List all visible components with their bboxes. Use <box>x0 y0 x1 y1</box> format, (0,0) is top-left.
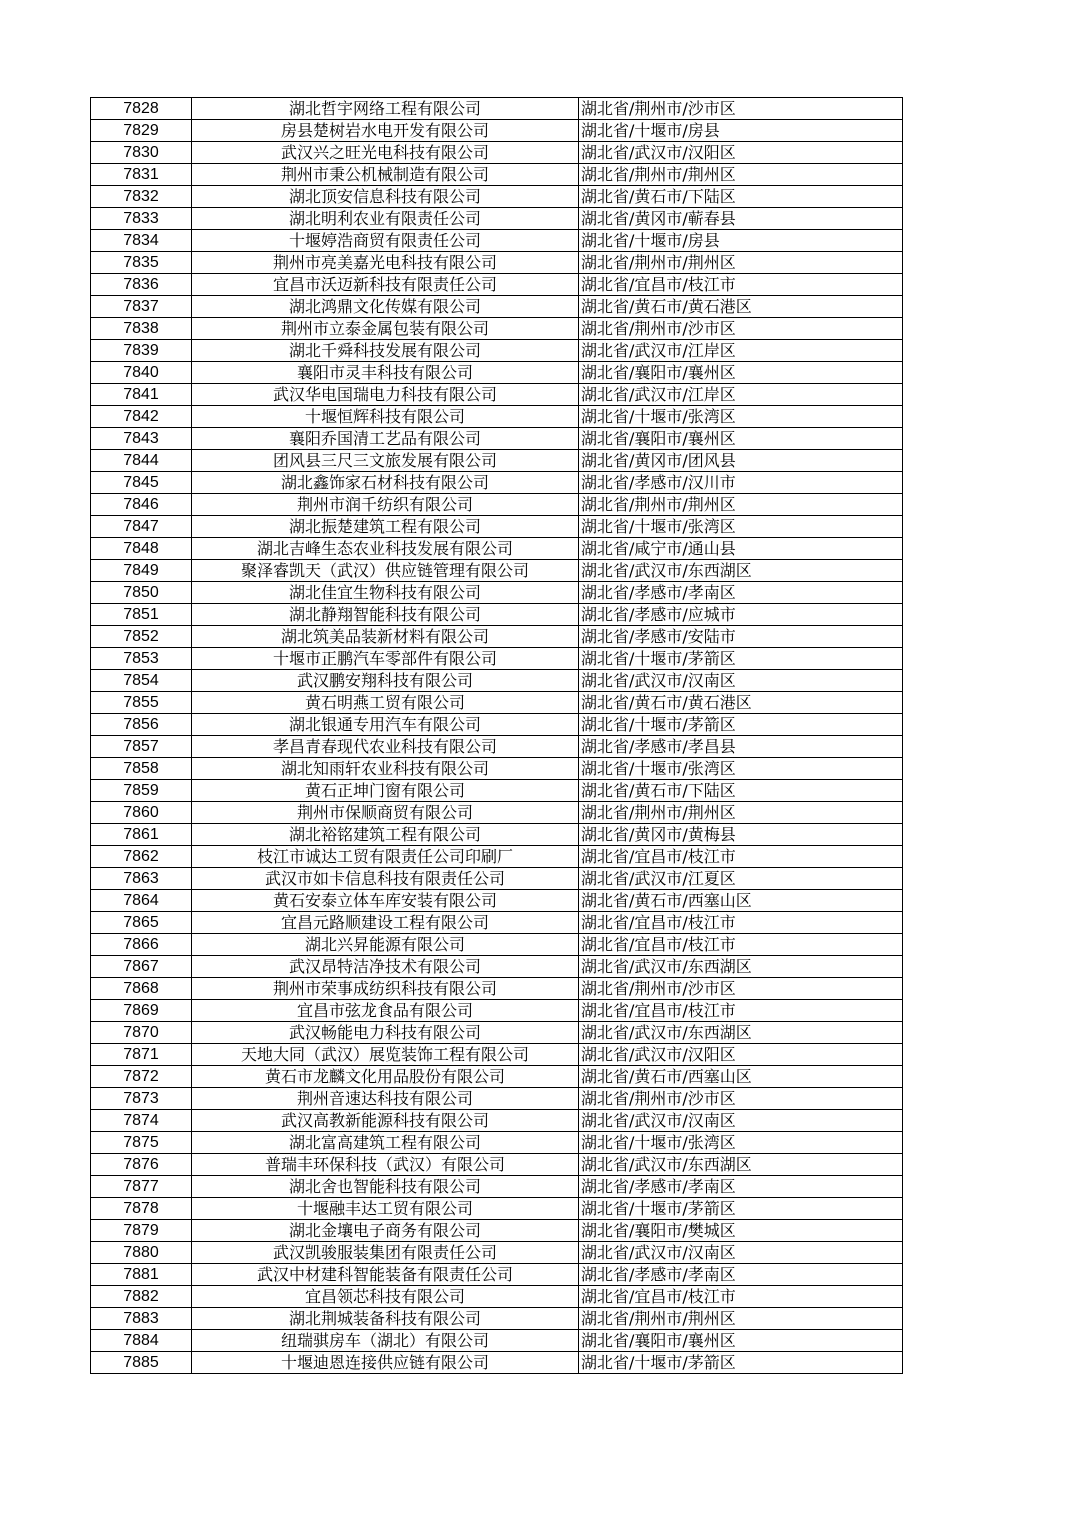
region-cell: 湖北省/荆州市/荆州区 <box>579 494 903 516</box>
table-row <box>91 978 903 1000</box>
company-name-cell: 武汉高教新能源科技有限公司 <box>192 1110 579 1132</box>
table-row <box>91 318 903 340</box>
row-number-cell: 7839 <box>91 340 192 362</box>
row-number-cell: 7835 <box>91 252 192 274</box>
region-cell: 湖北省/武汉市/江岸区 <box>579 340 903 362</box>
row-number-cell: 7860 <box>91 802 192 824</box>
row-number-cell: 7876 <box>91 1154 192 1176</box>
row-number-cell: 7854 <box>91 670 192 692</box>
region-cell: 湖北省/十堰市/茅箭区 <box>579 648 903 670</box>
company-name-cell: 十堰迪恩连接供应链有限公司 <box>192 1352 579 1374</box>
row-number-cell: 7857 <box>91 736 192 758</box>
company-name-cell: 武汉凯骏服装集团有限责任公司 <box>192 1242 579 1264</box>
table-row <box>91 1352 903 1374</box>
table-row <box>91 560 903 582</box>
row-number-cell: 7834 <box>91 230 192 252</box>
table-row <box>91 1264 903 1286</box>
company-name-cell: 武汉中材建科智能装备有限责任公司 <box>192 1264 579 1286</box>
company-name-cell: 襄阳乔国清工艺品有限公司 <box>192 428 579 450</box>
company-name-cell: 湖北千舜科技发展有限公司 <box>192 340 579 362</box>
company-name-cell: 武汉兴之旺光电科技有限公司 <box>192 142 579 164</box>
company-name-cell: 湖北静翔智能科技有限公司 <box>192 604 579 626</box>
region-cell: 湖北省/宜昌市/枝江市 <box>579 1000 903 1022</box>
row-number-cell: 7862 <box>91 846 192 868</box>
company-name-cell: 湖北舍也智能科技有限公司 <box>192 1176 579 1198</box>
table-row <box>91 142 903 164</box>
company-name-cell: 湖北银通专用汽车有限公司 <box>192 714 579 736</box>
company-name-cell: 荆州市秉公机械制造有限公司 <box>192 164 579 186</box>
table-row <box>91 780 903 802</box>
table-row <box>91 340 903 362</box>
company-name-cell: 黄石安泰立体车库安装有限公司 <box>192 890 579 912</box>
table-row <box>91 494 903 516</box>
company-name-cell: 黄石明燕工贸有限公司 <box>192 692 579 714</box>
table-row <box>91 670 903 692</box>
table-row <box>91 98 903 120</box>
company-name-cell: 湖北金壤电子商务有限公司 <box>192 1220 579 1242</box>
region-cell: 湖北省/宜昌市/枝江市 <box>579 274 903 296</box>
table-row <box>91 1066 903 1088</box>
company-name-cell: 普瑞丰环保科技（武汉）有限公司 <box>192 1154 579 1176</box>
company-name-cell: 湖北振楚建筑工程有限公司 <box>192 516 579 538</box>
region-cell: 湖北省/襄阳市/襄州区 <box>579 362 903 384</box>
region-cell: 湖北省/荆州市/沙市区 <box>579 978 903 1000</box>
table-row <box>91 296 903 318</box>
row-number-cell: 7870 <box>91 1022 192 1044</box>
region-cell: 湖北省/武汉市/东西湖区 <box>579 1154 903 1176</box>
row-number-cell: 7841 <box>91 384 192 406</box>
row-number-cell: 7881 <box>91 1264 192 1286</box>
region-cell: 湖北省/荆州市/沙市区 <box>579 1088 903 1110</box>
row-number-cell: 7863 <box>91 868 192 890</box>
table-row <box>91 208 903 230</box>
region-cell: 湖北省/襄阳市/襄州区 <box>579 428 903 450</box>
row-number-cell: 7871 <box>91 1044 192 1066</box>
company-name-cell: 荆州市荣事成纺织科技有限公司 <box>192 978 579 1000</box>
region-cell: 湖北省/十堰市/张湾区 <box>579 1132 903 1154</box>
row-number-cell: 7874 <box>91 1110 192 1132</box>
table-row <box>91 1000 903 1022</box>
region-cell: 湖北省/武汉市/汉阳区 <box>579 1044 903 1066</box>
table-row <box>91 1176 903 1198</box>
row-number-cell: 7883 <box>91 1308 192 1330</box>
company-name-cell: 武汉华电国瑞电力科技有限公司 <box>192 384 579 406</box>
table-row <box>91 1286 903 1308</box>
company-name-cell: 襄阳市灵丰科技有限公司 <box>192 362 579 384</box>
table-row <box>91 516 903 538</box>
table-row <box>91 450 903 472</box>
row-number-cell: 7830 <box>91 142 192 164</box>
table-row <box>91 1044 903 1066</box>
company-name-cell: 天地大同（武汉）展览装饰工程有限公司 <box>192 1044 579 1066</box>
region-cell: 湖北省/十堰市/张湾区 <box>579 758 903 780</box>
row-number-cell: 7847 <box>91 516 192 538</box>
table-row <box>91 824 903 846</box>
region-cell: 湖北省/武汉市/汉南区 <box>579 1110 903 1132</box>
table-row <box>91 956 903 978</box>
region-cell: 湖北省/十堰市/茅箭区 <box>579 714 903 736</box>
region-cell: 湖北省/黄石市/西塞山区 <box>579 890 903 912</box>
company-name-cell: 宜昌元路顺建设工程有限公司 <box>192 912 579 934</box>
table-row <box>91 846 903 868</box>
region-cell: 湖北省/黄石市/西塞山区 <box>579 1066 903 1088</box>
row-number-cell: 7885 <box>91 1352 192 1374</box>
table-row <box>91 186 903 208</box>
region-cell: 湖北省/襄阳市/襄州区 <box>579 1330 903 1352</box>
company-name-cell: 湖北佳宜生物科技有限公司 <box>192 582 579 604</box>
company-name-cell: 武汉昂特洁净技术有限公司 <box>192 956 579 978</box>
table-row <box>91 802 903 824</box>
company-name-cell: 武汉市如卡信息科技有限责任公司 <box>192 868 579 890</box>
company-name-cell: 湖北鑫饰家石材科技有限公司 <box>192 472 579 494</box>
company-name-cell: 湖北裕铭建筑工程有限公司 <box>192 824 579 846</box>
region-cell: 湖北省/荆州市/沙市区 <box>579 98 903 120</box>
company-name-cell: 荆州市润千纺织有限公司 <box>192 494 579 516</box>
company-name-cell: 荆州市亮美嘉光电科技有限公司 <box>192 252 579 274</box>
row-number-cell: 7865 <box>91 912 192 934</box>
table-row <box>91 538 903 560</box>
company-name-cell: 团风县三尺三文旅发展有限公司 <box>192 450 579 472</box>
region-cell: 湖北省/黄石市/下陆区 <box>579 780 903 802</box>
region-cell: 湖北省/十堰市/张湾区 <box>579 406 903 428</box>
table-row <box>91 1308 903 1330</box>
table-row <box>91 736 903 758</box>
company-name-cell: 武汉鹏安翔科技有限公司 <box>192 670 579 692</box>
region-cell: 湖北省/十堰市/茅箭区 <box>579 1352 903 1374</box>
company-table-body <box>91 98 903 1374</box>
table-row <box>91 648 903 670</box>
row-number-cell: 7853 <box>91 648 192 670</box>
row-number-cell: 7838 <box>91 318 192 340</box>
table-row <box>91 406 903 428</box>
table-row <box>91 362 903 384</box>
row-number-cell: 7879 <box>91 1220 192 1242</box>
region-cell: 湖北省/十堰市/房县 <box>579 230 903 252</box>
company-name-cell: 荆州市立泰金属包装有限公司 <box>192 318 579 340</box>
row-number-cell: 7859 <box>91 780 192 802</box>
row-number-cell: 7875 <box>91 1132 192 1154</box>
row-number-cell: 7832 <box>91 186 192 208</box>
row-number-cell: 7850 <box>91 582 192 604</box>
table-row <box>91 692 903 714</box>
table-row <box>91 890 903 912</box>
table-row <box>91 120 903 142</box>
region-cell: 湖北省/孝感市/安陆市 <box>579 626 903 648</box>
company-name-cell: 湖北明利农业有限责任公司 <box>192 208 579 230</box>
region-cell: 湖北省/孝感市/汉川市 <box>579 472 903 494</box>
table-row <box>91 1088 903 1110</box>
table-row <box>91 1022 903 1044</box>
company-name-cell: 十堰恒辉科技有限公司 <box>192 406 579 428</box>
company-name-cell: 湖北富高建筑工程有限公司 <box>192 1132 579 1154</box>
table-row <box>91 604 903 626</box>
region-cell: 湖北省/孝感市/孝南区 <box>579 1264 903 1286</box>
region-cell: 湖北省/十堰市/房县 <box>579 120 903 142</box>
company-name-cell: 宜昌领芯科技有限公司 <box>192 1286 579 1308</box>
table-row <box>91 1330 903 1352</box>
company-name-cell: 湖北鸿鼎文化传媒有限公司 <box>192 296 579 318</box>
row-number-cell: 7872 <box>91 1066 192 1088</box>
region-cell: 湖北省/武汉市/江岸区 <box>579 384 903 406</box>
row-number-cell: 7880 <box>91 1242 192 1264</box>
row-number-cell: 7829 <box>91 120 192 142</box>
row-number-cell: 7864 <box>91 890 192 912</box>
region-cell: 湖北省/孝感市/孝昌县 <box>579 736 903 758</box>
company-name-cell: 荆州市保顺商贸有限公司 <box>192 802 579 824</box>
table-row <box>91 1220 903 1242</box>
company-name-cell: 湖北顶安信息科技有限公司 <box>192 186 579 208</box>
region-cell: 湖北省/荆州市/荆州区 <box>579 252 903 274</box>
region-cell: 湖北省/孝感市/应城市 <box>579 604 903 626</box>
region-cell: 湖北省/黄冈市/蕲春县 <box>579 208 903 230</box>
table-row <box>91 274 903 296</box>
table-row <box>91 758 903 780</box>
row-number-cell: 7852 <box>91 626 192 648</box>
company-name-cell: 聚泽睿凯天（武汉）供应链管理有限公司 <box>192 560 579 582</box>
row-number-cell: 7846 <box>91 494 192 516</box>
company-name-cell: 纽瑞骐房车（湖北）有限公司 <box>192 1330 579 1352</box>
table-row <box>91 1110 903 1132</box>
region-cell: 湖北省/黄石市/黄石港区 <box>579 296 903 318</box>
table-row <box>91 230 903 252</box>
region-cell: 湖北省/黄石市/下陆区 <box>579 186 903 208</box>
row-number-cell: 7855 <box>91 692 192 714</box>
row-number-cell: 7882 <box>91 1286 192 1308</box>
row-number-cell: 7856 <box>91 714 192 736</box>
region-cell: 湖北省/黄冈市/团风县 <box>579 450 903 472</box>
region-cell: 湖北省/黄冈市/黄梅县 <box>579 824 903 846</box>
region-cell: 湖北省/荆州市/沙市区 <box>579 318 903 340</box>
company-name-cell: 宜昌市弦龙食品有限公司 <box>192 1000 579 1022</box>
company-name-cell: 十堰融丰达工贸有限公司 <box>192 1198 579 1220</box>
company-name-cell: 湖北兴昇能源有限公司 <box>192 934 579 956</box>
region-cell: 湖北省/荆州市/荆州区 <box>579 1308 903 1330</box>
row-number-cell: 7842 <box>91 406 192 428</box>
row-number-cell: 7831 <box>91 164 192 186</box>
row-number-cell: 7861 <box>91 824 192 846</box>
region-cell: 湖北省/孝感市/孝南区 <box>579 582 903 604</box>
table-row <box>91 1198 903 1220</box>
company-name-cell: 湖北吉峰生态农业科技发展有限公司 <box>192 538 579 560</box>
row-number-cell: 7845 <box>91 472 192 494</box>
table-row <box>91 1154 903 1176</box>
company-table <box>90 97 903 1374</box>
table-row <box>91 1242 903 1264</box>
row-number-cell: 7833 <box>91 208 192 230</box>
row-number-cell: 7849 <box>91 560 192 582</box>
region-cell: 湖北省/宜昌市/枝江市 <box>579 1286 903 1308</box>
row-number-cell: 7868 <box>91 978 192 1000</box>
row-number-cell: 7884 <box>91 1330 192 1352</box>
company-name-cell: 湖北知雨轩农业科技有限公司 <box>192 758 579 780</box>
company-name-cell: 十堰市正鹏汽车零部件有限公司 <box>192 648 579 670</box>
row-number-cell: 7840 <box>91 362 192 384</box>
region-cell: 湖北省/武汉市/汉南区 <box>579 670 903 692</box>
region-cell: 湖北省/宜昌市/枝江市 <box>579 846 903 868</box>
region-cell: 湖北省/武汉市/江夏区 <box>579 868 903 890</box>
table-row <box>91 1132 903 1154</box>
row-number-cell: 7837 <box>91 296 192 318</box>
region-cell: 湖北省/黄石市/黄石港区 <box>579 692 903 714</box>
region-cell: 湖北省/宜昌市/枝江市 <box>579 912 903 934</box>
row-number-cell: 7848 <box>91 538 192 560</box>
table-row <box>91 472 903 494</box>
company-name-cell: 湖北荆城装备科技有限公司 <box>192 1308 579 1330</box>
table-row <box>91 428 903 450</box>
region-cell: 湖北省/武汉市/东西湖区 <box>579 1022 903 1044</box>
region-cell: 湖北省/襄阳市/樊城区 <box>579 1220 903 1242</box>
region-cell: 湖北省/十堰市/茅箭区 <box>579 1198 903 1220</box>
company-name-cell: 荆州音速达科技有限公司 <box>192 1088 579 1110</box>
region-cell: 湖北省/十堰市/张湾区 <box>579 516 903 538</box>
company-name-cell: 枝江市诚达工贸有限责任公司印刷厂 <box>192 846 579 868</box>
company-name-cell: 宜昌市沃迈新科技有限责任公司 <box>192 274 579 296</box>
region-cell: 湖北省/武汉市/东西湖区 <box>579 956 903 978</box>
company-name-cell: 十堰婷浩商贸有限责任公司 <box>192 230 579 252</box>
row-number-cell: 7873 <box>91 1088 192 1110</box>
region-cell: 湖北省/荆州市/荆州区 <box>579 802 903 824</box>
company-name-cell: 房县楚树岩水电开发有限公司 <box>192 120 579 142</box>
table-row <box>91 252 903 274</box>
row-number-cell: 7851 <box>91 604 192 626</box>
company-name-cell: 湖北哲宇网络工程有限公司 <box>192 98 579 120</box>
row-number-cell: 7866 <box>91 934 192 956</box>
row-number-cell: 7867 <box>91 956 192 978</box>
company-name-cell: 孝昌青春现代农业科技有限公司 <box>192 736 579 758</box>
row-number-cell: 7877 <box>91 1176 192 1198</box>
region-cell: 湖北省/孝感市/孝南区 <box>579 1176 903 1198</box>
row-number-cell: 7828 <box>91 98 192 120</box>
table-row <box>91 714 903 736</box>
table-row <box>91 164 903 186</box>
table-row <box>91 912 903 934</box>
row-number-cell: 7843 <box>91 428 192 450</box>
table-row <box>91 384 903 406</box>
company-name-cell: 黄石市龙麟文化用品股份有限公司 <box>192 1066 579 1088</box>
region-cell: 湖北省/武汉市/汉南区 <box>579 1242 903 1264</box>
row-number-cell: 7836 <box>91 274 192 296</box>
region-cell: 湖北省/武汉市/汉阳区 <box>579 142 903 164</box>
company-name-cell: 武汉畅能电力科技有限公司 <box>192 1022 579 1044</box>
company-name-cell: 湖北筑美品装新材料有限公司 <box>192 626 579 648</box>
table-row <box>91 934 903 956</box>
region-cell: 湖北省/武汉市/东西湖区 <box>579 560 903 582</box>
row-number-cell: 7869 <box>91 1000 192 1022</box>
table-row <box>91 582 903 604</box>
row-number-cell: 7858 <box>91 758 192 780</box>
table-row <box>91 868 903 890</box>
region-cell: 湖北省/咸宁市/通山县 <box>579 538 903 560</box>
row-number-cell: 7844 <box>91 450 192 472</box>
company-name-cell: 黄石正坤门窗有限公司 <box>192 780 579 802</box>
row-number-cell: 7878 <box>91 1198 192 1220</box>
region-cell: 湖北省/宜昌市/枝江市 <box>579 934 903 956</box>
region-cell: 湖北省/荆州市/荆州区 <box>579 164 903 186</box>
table-row <box>91 626 903 648</box>
